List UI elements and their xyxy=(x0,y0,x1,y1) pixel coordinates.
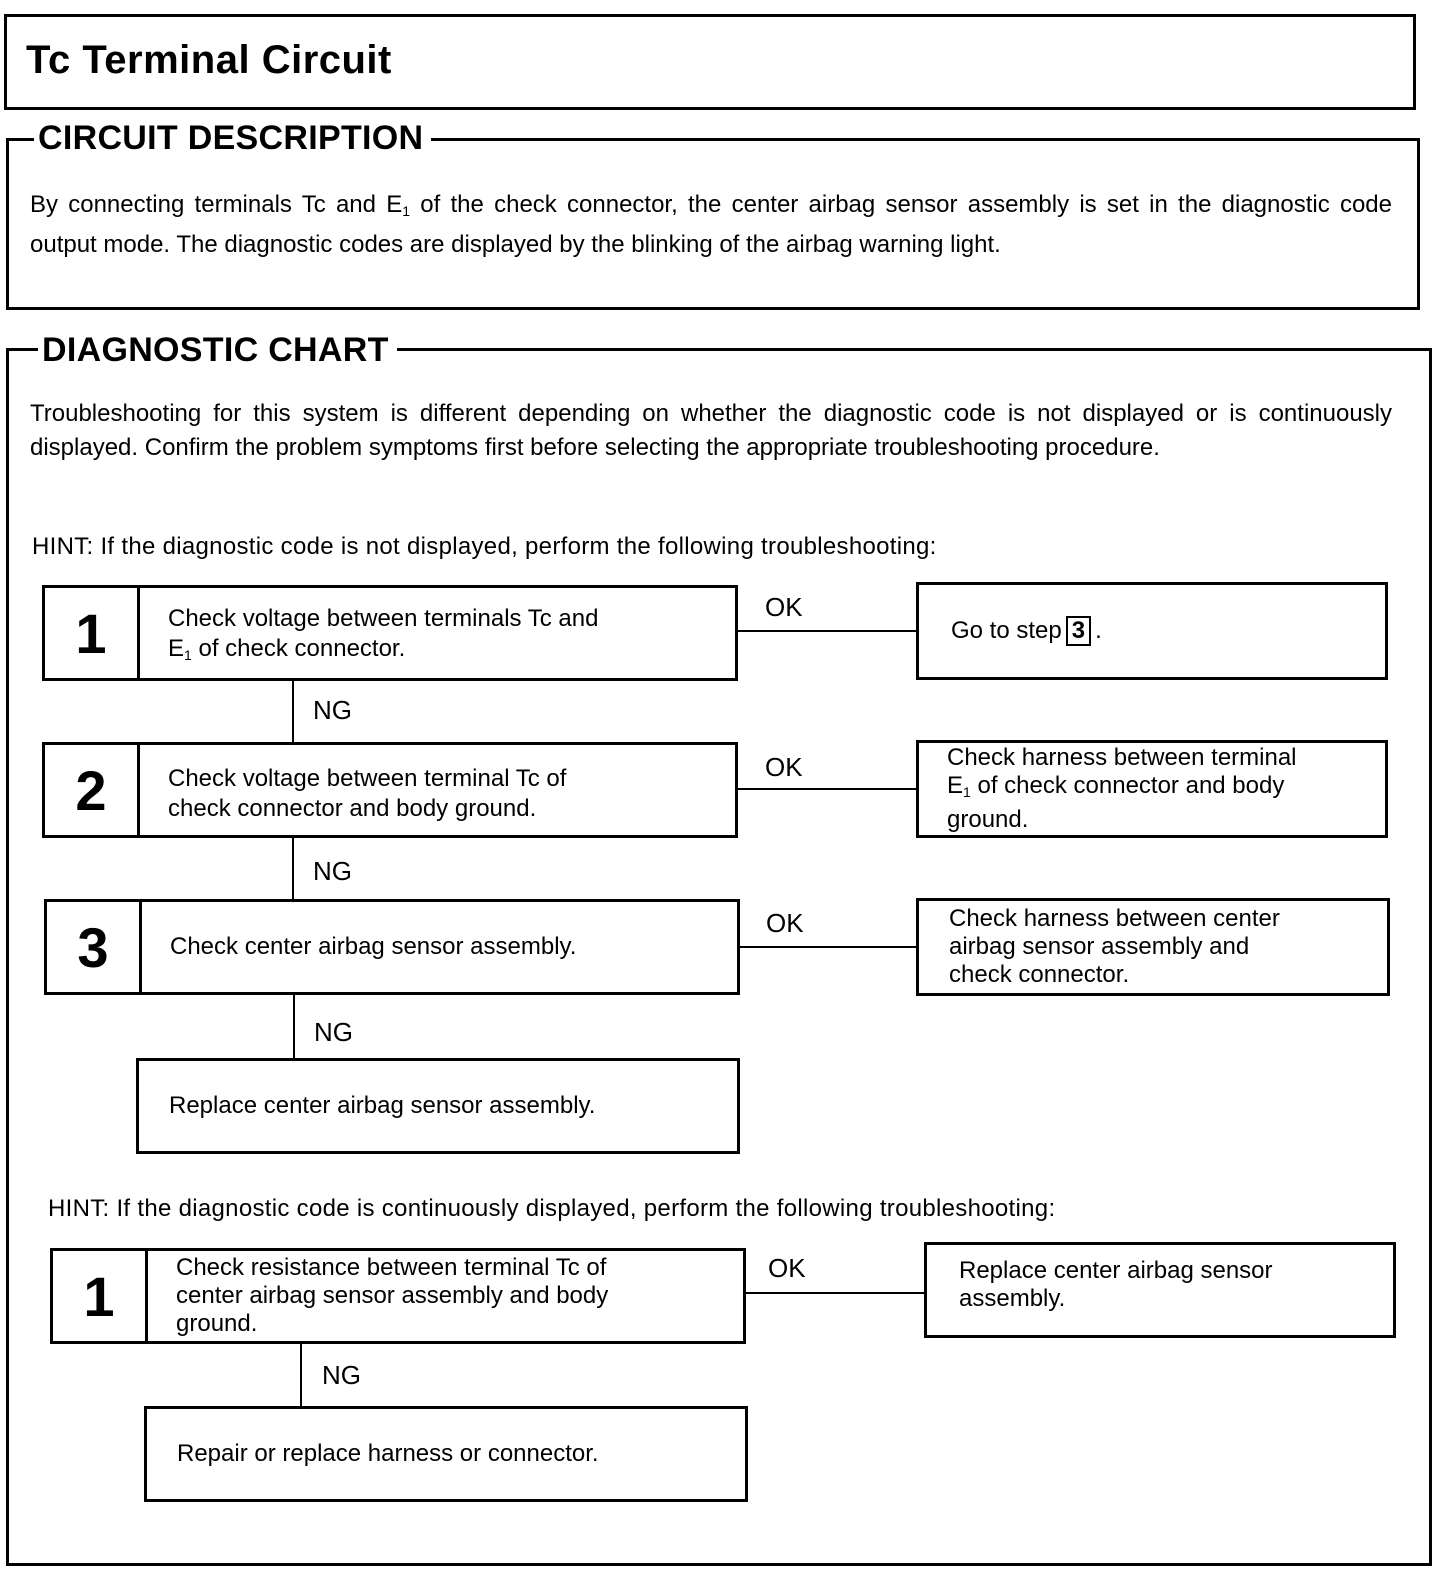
ng-label: NG xyxy=(313,856,352,886)
result-line-1: Replace center airbag sensor xyxy=(959,1257,1273,1284)
flow1-step-3[interactable] xyxy=(44,899,740,995)
flow2-final-ng-result[interactable] xyxy=(144,1406,748,1502)
diagnostic-chart-intro: Troubleshooting for this system is different depending on whether the diagnostic code is not displayed or is continuously displayed. Confirm the problem symptoms first before selecting the appropriate troubleshooting procedure. xyxy=(30,400,1392,461)
step-text-line-1: Check center airbag sensor assembly. xyxy=(170,933,577,960)
step-text xyxy=(140,745,566,835)
step-text xyxy=(140,588,598,678)
step-number: 1 xyxy=(45,588,140,678)
ng-label: NG xyxy=(314,1017,353,1047)
step-text-line-1: Check resistance between terminal Tc of xyxy=(176,1254,607,1281)
step-text-line-2: center airbag sensor assembly and body xyxy=(176,1282,609,1309)
flow2-step-1-ok-result[interactable] xyxy=(924,1242,1396,1338)
result-line-2b: of check connector and body xyxy=(970,772,1285,799)
flow1-step-2[interactable] xyxy=(42,742,738,838)
flow2-step-1[interactable] xyxy=(50,1248,746,1344)
result-text-end: . xyxy=(1095,617,1102,644)
flow1-step-2-ok-result[interactable] xyxy=(916,740,1388,838)
ng-connector-line xyxy=(300,1344,302,1406)
result-line-2: assembly. xyxy=(959,1285,1066,1312)
hint-continuously-displayed: HINT: If the diagnostic code is continuously displayed, perform the following troubleshooting: xyxy=(48,1195,1056,1222)
step-reference-3[interactable]: 3 xyxy=(1066,616,1091,646)
result-line-1: Check harness between terminal xyxy=(947,744,1297,771)
ng-label: NG xyxy=(313,695,352,725)
step-number: 2 xyxy=(45,745,140,835)
step-text-line-2: E xyxy=(168,635,185,662)
desc-text-2: of the check connector, the center airbag sensor assembly is set in the diagnostic code output mode. The diagnostic codes are displayed by the blinking of the airbag warning light. xyxy=(30,191,1392,258)
subscript: 1 xyxy=(184,647,192,663)
result-text: Repair or replace harness or connector. xyxy=(177,1440,599,1467)
step-text-line-1: Check voltage between terminal Tc of xyxy=(168,765,567,792)
subscript-1: 1 xyxy=(402,203,411,219)
result-text: Go to step xyxy=(951,617,1062,644)
ok-label: OK xyxy=(765,592,803,622)
step-text-line-2b: of check connector. xyxy=(191,635,406,662)
ng-connector-line xyxy=(292,838,294,900)
flow1-final-ng-result[interactable] xyxy=(136,1058,740,1154)
result-line-2: airbag sensor assembly and xyxy=(949,933,1250,960)
subscript: 1 xyxy=(963,784,971,800)
ng-label: NG xyxy=(322,1360,361,1390)
page-title: Tc Terminal Circuit xyxy=(26,38,392,82)
hint-not-displayed: HINT: If the diagnostic code is not displayed, perform the following troubleshooting: xyxy=(32,533,937,560)
step-text xyxy=(142,902,576,992)
ng-connector-line xyxy=(293,995,295,1059)
ok-label: OK xyxy=(768,1253,806,1283)
step-number: 3 xyxy=(47,902,142,992)
circuit-description-heading: CIRCUIT DESCRIPTION xyxy=(34,118,431,158)
ok-connector-line xyxy=(746,1292,926,1294)
step-text xyxy=(148,1251,608,1341)
ok-connector-line xyxy=(740,946,918,948)
ok-label: OK xyxy=(765,752,803,782)
diagnostic-chart-heading: DIAGNOSTIC CHART xyxy=(38,330,397,370)
ok-connector-line xyxy=(738,788,918,790)
desc-text-1: By connecting terminals Tc and E xyxy=(30,191,403,218)
flow1-step-1-ok-result[interactable] xyxy=(916,582,1388,680)
flow1-step-3-ok-result[interactable] xyxy=(916,898,1390,996)
result-text: Replace center airbag sensor assembly. xyxy=(169,1092,596,1119)
step-number: 1 xyxy=(53,1251,148,1341)
result-line-1: Check harness between center xyxy=(949,905,1280,932)
ok-connector-line xyxy=(738,630,918,632)
step-text-line-3: ground. xyxy=(176,1310,258,1337)
step-text-line-1: Check voltage between terminals Tc and xyxy=(168,605,599,632)
result-line-2: E xyxy=(947,772,964,799)
step-text-line-2: check connector and body ground. xyxy=(168,795,537,822)
result-line-3: ground. xyxy=(947,806,1029,833)
ok-label: OK xyxy=(766,908,804,938)
result-line-3: check connector. xyxy=(949,961,1130,988)
ng-connector-line xyxy=(292,681,294,743)
flow1-step-1[interactable] xyxy=(42,585,738,681)
circuit-description-text xyxy=(30,188,1392,262)
